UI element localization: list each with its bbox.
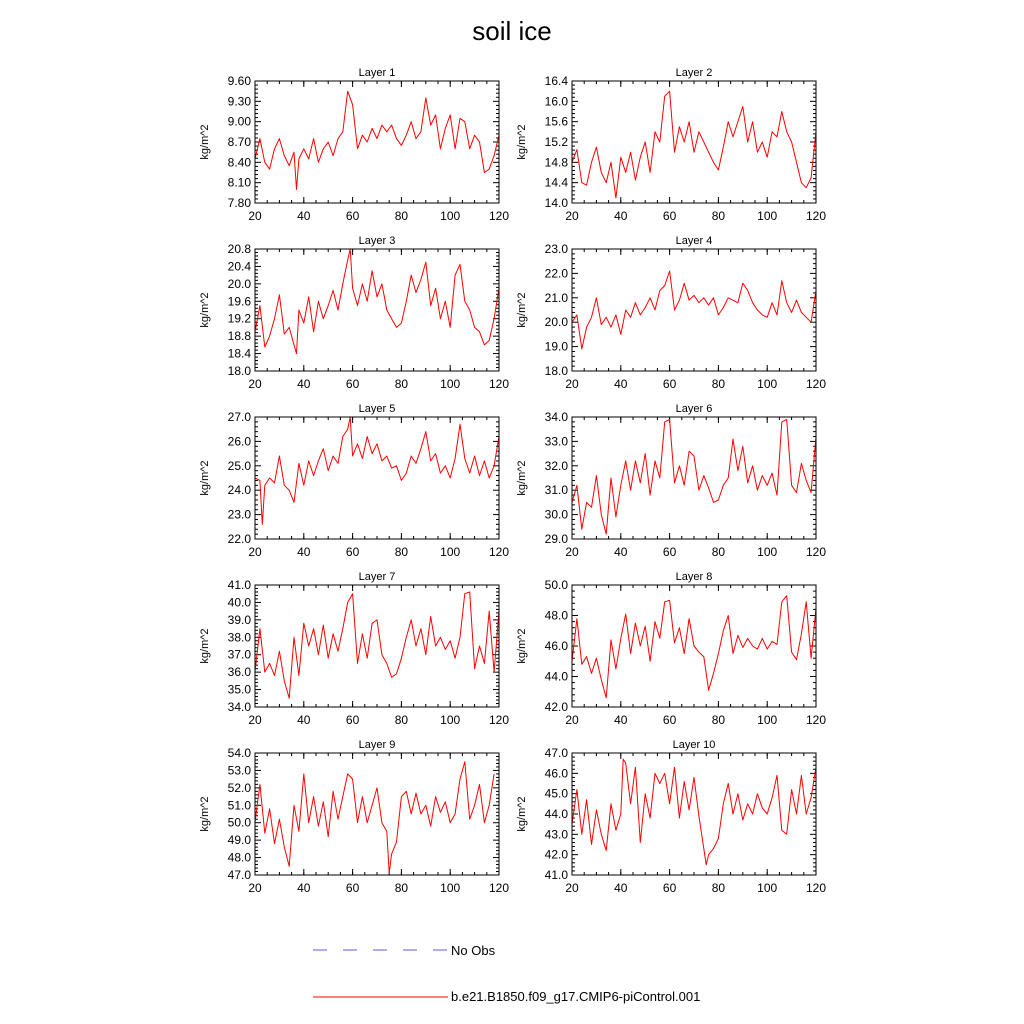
x-tick-label: 20 bbox=[565, 209, 579, 223]
x-tick-label: 80 bbox=[711, 881, 726, 895]
x-tick-label: 20 bbox=[565, 881, 579, 895]
x-tick-label: 40 bbox=[297, 377, 311, 391]
y-tick-label: 42.0 bbox=[544, 847, 568, 862]
chart-title: Layer 8 bbox=[675, 571, 713, 583]
series-line bbox=[255, 249, 499, 354]
x-tick-label: 40 bbox=[614, 377, 628, 391]
y-tick-label: 16.0 bbox=[544, 94, 568, 109]
x-tick-label: 100 bbox=[757, 881, 778, 895]
y-tick-label: 14.4 bbox=[544, 175, 568, 190]
y-tick-label: 45.0 bbox=[544, 786, 568, 801]
chart-layer-4 bbox=[516, 235, 826, 391]
y-tick-label: 39.0 bbox=[227, 612, 251, 627]
x-tick-label: 120 bbox=[805, 545, 827, 559]
y-tick-label: 9.00 bbox=[227, 114, 251, 129]
y-tick-label: 23.0 bbox=[544, 242, 568, 256]
x-tick-label: 20 bbox=[565, 377, 579, 391]
x-tick-label: 20 bbox=[248, 377, 262, 391]
x-tick-label: 20 bbox=[248, 209, 262, 223]
x-tick-label: 80 bbox=[394, 377, 409, 391]
legend-no-obs-label: No Obs bbox=[451, 943, 496, 958]
x-tick-label: 120 bbox=[488, 713, 510, 727]
y-tick-label: 34.0 bbox=[227, 700, 251, 714]
y-tick-label: 51.0 bbox=[227, 798, 251, 813]
x-tick-label: 120 bbox=[488, 545, 510, 559]
x-tick-label: 60 bbox=[345, 545, 360, 559]
y-tick-label: 47.0 bbox=[227, 868, 251, 882]
y-tick-label: 34.0 bbox=[544, 410, 568, 424]
x-tick-label: 80 bbox=[394, 713, 409, 727]
chart-title: Layer 1 bbox=[358, 67, 396, 79]
y-tick-label: 9.30 bbox=[227, 94, 251, 109]
y-tick-label: 15.6 bbox=[544, 114, 568, 129]
x-tick-label: 100 bbox=[440, 377, 461, 391]
x-tick-label: 80 bbox=[394, 545, 409, 559]
y-tick-label: 8.70 bbox=[227, 135, 251, 149]
x-tick-label: 40 bbox=[614, 209, 628, 223]
y-tick-label: 26.0 bbox=[227, 434, 251, 449]
y-tick-label: 14.8 bbox=[544, 155, 568, 170]
y-tick-label: 21.0 bbox=[544, 290, 568, 305]
x-tick-label: 60 bbox=[345, 209, 360, 223]
y-tick-label: 20.0 bbox=[544, 315, 568, 330]
y-tick-label: 37.0 bbox=[227, 647, 251, 662]
y-tick-label: 32.0 bbox=[544, 458, 568, 473]
y-tick-label: 41.0 bbox=[227, 578, 251, 592]
y-tick-label: 20.4 bbox=[227, 259, 251, 274]
series-line bbox=[572, 759, 816, 865]
x-tick-label: 60 bbox=[662, 545, 677, 559]
x-tick-label: 120 bbox=[488, 377, 510, 391]
y-tick-label: 9.60 bbox=[227, 74, 251, 88]
x-tick-label: 40 bbox=[614, 881, 628, 895]
series-line bbox=[255, 592, 499, 698]
x-tick-label: 60 bbox=[662, 881, 677, 895]
x-tick-label: 20 bbox=[248, 881, 262, 895]
plot-frame bbox=[572, 81, 816, 203]
chart-layer-3 bbox=[199, 235, 509, 391]
x-tick-label: 60 bbox=[345, 377, 360, 391]
y-tick-label: 18.0 bbox=[227, 364, 251, 378]
x-tick-label: 60 bbox=[345, 713, 360, 727]
y-tick-label: 44.0 bbox=[544, 807, 568, 821]
x-tick-label: 60 bbox=[345, 881, 360, 895]
legend-model-label: b.e21.B1850.f09_g17.CMIP6-piControl.001 bbox=[451, 989, 701, 1004]
y-tick-label: 20.0 bbox=[227, 276, 251, 291]
y-tick-label: 19.2 bbox=[227, 311, 251, 326]
x-tick-label: 120 bbox=[805, 209, 827, 223]
x-tick-label: 100 bbox=[757, 209, 778, 223]
x-tick-label: 100 bbox=[440, 881, 461, 895]
y-tick-label: 54.0 bbox=[227, 746, 251, 760]
y-tick-label: 8.40 bbox=[227, 155, 251, 170]
x-tick-label: 100 bbox=[440, 545, 461, 559]
chart-title: Layer 2 bbox=[675, 67, 713, 79]
y-tick-label: 40.0 bbox=[227, 595, 251, 610]
y-tick-label: 8.10 bbox=[227, 175, 251, 190]
x-tick-label: 80 bbox=[711, 209, 726, 223]
y-tick-label: 36.0 bbox=[227, 665, 251, 680]
y-axis-label: kg/m^2 bbox=[516, 460, 528, 496]
y-tick-label: 44.0 bbox=[544, 669, 568, 684]
chart-layer-6 bbox=[516, 403, 826, 559]
x-tick-label: 20 bbox=[248, 545, 262, 559]
x-tick-label: 80 bbox=[711, 713, 726, 727]
x-tick-label: 60 bbox=[662, 209, 677, 223]
y-axis-label: kg/m^2 bbox=[516, 628, 528, 664]
plot-frame bbox=[255, 249, 499, 371]
chart-layer-5 bbox=[199, 403, 509, 559]
chart-layer-7 bbox=[199, 571, 509, 727]
plot-frame bbox=[255, 81, 499, 203]
x-tick-label: 40 bbox=[297, 209, 311, 223]
y-tick-label: 22.0 bbox=[544, 266, 568, 281]
y-tick-label: 33.0 bbox=[544, 434, 568, 449]
x-tick-label: 120 bbox=[805, 881, 827, 895]
y-tick-label: 43.0 bbox=[544, 827, 568, 842]
y-tick-label: 23.0 bbox=[227, 507, 251, 522]
series-line bbox=[572, 271, 816, 349]
chart-layer-2 bbox=[516, 67, 826, 223]
x-tick-label: 40 bbox=[297, 881, 311, 895]
x-tick-label: 100 bbox=[440, 209, 461, 223]
y-axis-label: kg/m^2 bbox=[199, 796, 211, 832]
plot-frame bbox=[255, 585, 499, 707]
chart-title: Layer 7 bbox=[358, 571, 396, 583]
chart-layer-1 bbox=[199, 67, 509, 223]
y-axis-label: kg/m^2 bbox=[516, 796, 528, 832]
y-tick-label: 35.0 bbox=[227, 682, 251, 697]
y-tick-label: 19.6 bbox=[227, 294, 251, 309]
x-tick-label: 60 bbox=[662, 713, 677, 727]
plot-frame bbox=[255, 417, 499, 539]
x-tick-label: 120 bbox=[488, 881, 510, 895]
x-tick-label: 120 bbox=[805, 377, 827, 391]
y-tick-label: 25.0 bbox=[227, 458, 251, 473]
y-tick-label: 50.0 bbox=[544, 578, 568, 592]
series-line bbox=[255, 91, 499, 189]
x-tick-label: 100 bbox=[757, 545, 778, 559]
x-tick-label: 40 bbox=[614, 713, 628, 727]
chart-title: Layer 3 bbox=[358, 235, 396, 247]
y-tick-label: 38.0 bbox=[227, 630, 251, 645]
y-tick-label: 22.0 bbox=[227, 532, 251, 546]
x-tick-label: 40 bbox=[297, 713, 311, 727]
y-tick-label: 14.0 bbox=[544, 196, 568, 210]
x-tick-label: 20 bbox=[248, 713, 262, 727]
x-tick-label: 100 bbox=[440, 713, 461, 727]
x-tick-label: 80 bbox=[394, 881, 409, 895]
series-line bbox=[572, 419, 816, 534]
y-tick-label: 52.0 bbox=[227, 780, 251, 795]
series-line bbox=[572, 596, 816, 698]
y-tick-label: 41.0 bbox=[544, 868, 568, 882]
x-tick-label: 80 bbox=[394, 209, 409, 223]
x-tick-label: 20 bbox=[565, 545, 579, 559]
chart-title: Layer 10 bbox=[672, 739, 716, 751]
chart-layer-8 bbox=[516, 571, 826, 727]
y-tick-label: 50.0 bbox=[227, 815, 251, 830]
y-tick-label: 30.0 bbox=[544, 507, 568, 522]
y-tick-label: 19.0 bbox=[544, 339, 568, 354]
y-axis-label: kg/m^2 bbox=[199, 460, 211, 496]
plot-frame bbox=[572, 249, 816, 371]
x-tick-label: 20 bbox=[565, 713, 579, 727]
plot-frame bbox=[572, 753, 816, 875]
x-tick-label: 100 bbox=[757, 377, 778, 391]
y-tick-label: 18.8 bbox=[227, 329, 251, 344]
chart-title: Layer 4 bbox=[675, 235, 713, 247]
x-tick-label: 120 bbox=[488, 209, 510, 223]
chart-layer-9 bbox=[199, 739, 509, 895]
y-tick-label: 46.0 bbox=[544, 766, 568, 781]
chart-title: Layer 5 bbox=[358, 403, 396, 415]
y-tick-label: 18.0 bbox=[544, 364, 568, 378]
chart-title: Layer 6 bbox=[675, 403, 713, 415]
y-axis-label: kg/m^2 bbox=[199, 628, 211, 664]
y-tick-label: 48.0 bbox=[544, 608, 568, 623]
x-tick-label: 100 bbox=[757, 713, 778, 727]
y-tick-label: 16.4 bbox=[544, 74, 568, 88]
x-tick-label: 60 bbox=[662, 377, 677, 391]
y-tick-label: 49.0 bbox=[227, 833, 251, 848]
y-axis-label: kg/m^2 bbox=[199, 124, 211, 160]
chart-title: Layer 9 bbox=[358, 739, 396, 751]
series-line bbox=[255, 417, 499, 524]
y-tick-label: 31.0 bbox=[544, 483, 568, 498]
series-line bbox=[255, 762, 494, 874]
y-tick-label: 7.80 bbox=[227, 196, 251, 210]
y-axis-label: kg/m^2 bbox=[199, 292, 211, 328]
y-tick-label: 15.2 bbox=[544, 135, 568, 149]
y-tick-label: 42.0 bbox=[544, 700, 568, 714]
y-tick-label: 24.0 bbox=[227, 483, 251, 498]
y-tick-label: 29.0 bbox=[544, 532, 568, 546]
chart-layer-10 bbox=[516, 739, 826, 895]
y-tick-label: 27.0 bbox=[227, 410, 251, 424]
x-tick-label: 80 bbox=[711, 545, 726, 559]
series-line bbox=[572, 91, 816, 198]
y-tick-label: 46.0 bbox=[544, 639, 568, 653]
x-tick-label: 40 bbox=[614, 545, 628, 559]
plot-frame bbox=[572, 417, 816, 539]
y-tick-label: 53.0 bbox=[227, 763, 251, 778]
y-tick-label: 20.8 bbox=[227, 242, 251, 256]
y-tick-label: 18.4 bbox=[227, 346, 251, 361]
x-tick-label: 120 bbox=[805, 713, 827, 727]
y-axis-label: kg/m^2 bbox=[516, 124, 528, 160]
y-axis-label: kg/m^2 bbox=[516, 292, 528, 328]
y-tick-label: 48.0 bbox=[227, 850, 251, 865]
x-tick-label: 40 bbox=[297, 545, 311, 559]
x-tick-label: 80 bbox=[711, 377, 726, 391]
page-title: soil ice bbox=[472, 16, 552, 46]
y-tick-label: 47.0 bbox=[544, 746, 568, 760]
